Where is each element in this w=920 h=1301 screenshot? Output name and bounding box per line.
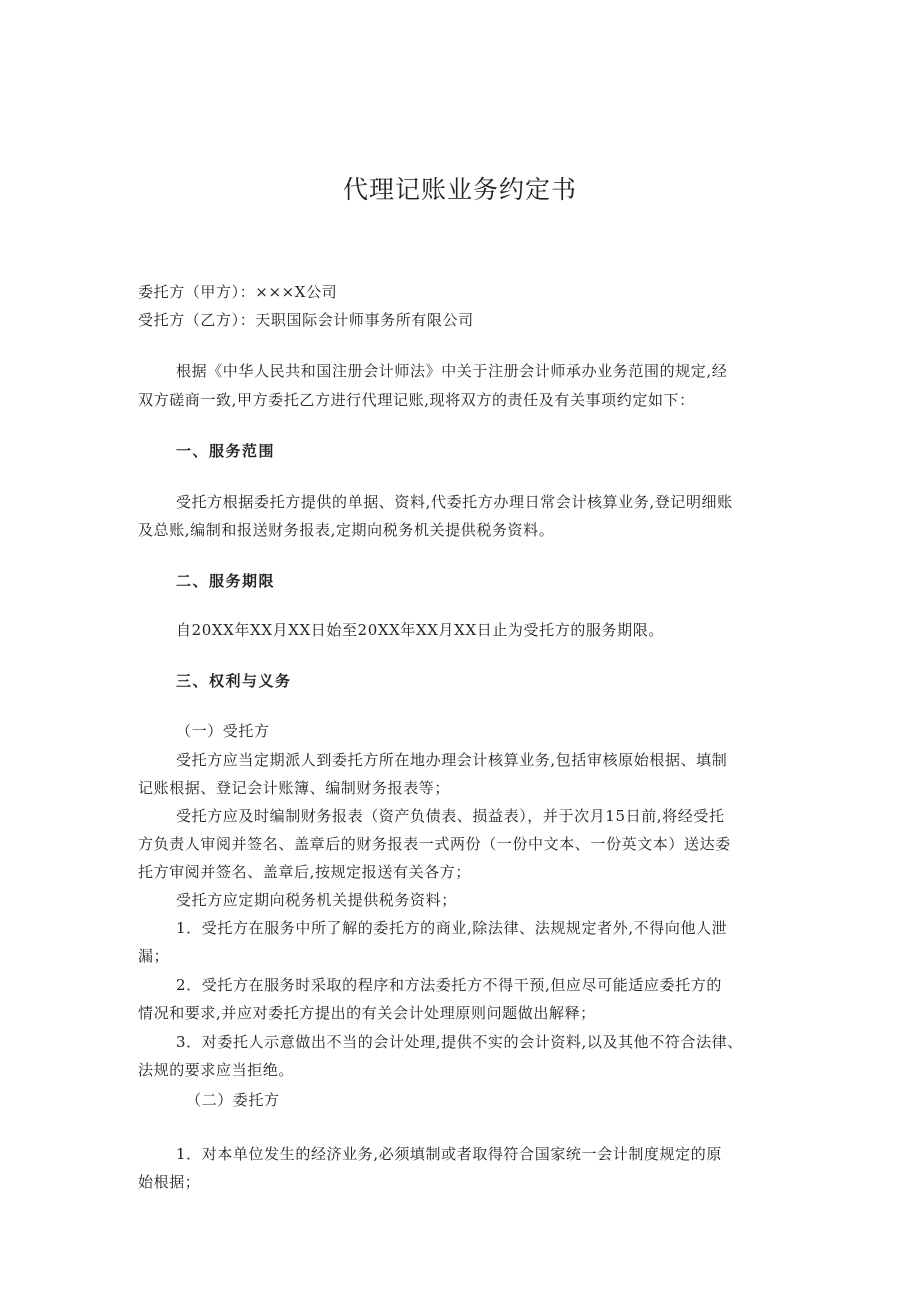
section-body-line: 法规的要求应当拒绝。 — [138, 1061, 295, 1079]
intro-line: 双方磋商一致,甲方委托乙方进行代理记账,现将双方的责任及有关事项约定如下： — [138, 391, 695, 409]
section-body-line: 1．对本单位发生的经济业务,必须填制或者取得符合国家统一会计制度规定的原 — [176, 1145, 722, 1163]
section-body-line: 受托方应及时编制财务报表（资产负债表、损益表），并于次月15日前,将经受托 — [176, 807, 725, 825]
document-title: 代理记账业务约定书 — [342, 175, 577, 204]
section-body-line: 托方审阅并签名、盖章后,按规定报送有关各方； — [138, 863, 471, 881]
section-body-line: 方负责人审阅并签名、盖章后的财务报表一式两份（一份中文本、一份英文本）送达委 — [138, 835, 731, 853]
section-body-line: 情况和要求,并应对委托方提出的有关会计处理原则问题做出解释； — [138, 1004, 596, 1022]
party-b: 受托方（乙方）：天职国际会计师事务所有限公司 — [138, 311, 474, 329]
subsection-heading: （一）受托方 — [176, 722, 270, 740]
section-body-line: 始根据； — [138, 1173, 201, 1191]
section-body-line: 2．受托方在服务时采取的程序和方法委托方不得干预,但应尽可能适应委托方的 — [176, 976, 722, 994]
intro-line: 根据《中华人民共和国注册会计师法》中关于注册会计师承办业务范围的规定,经 — [176, 362, 728, 380]
section-body-line: 记账根据、登记会计账簿、编制财务报表等； — [138, 779, 451, 797]
party-a: 委托方（甲方）：×××X公司 — [138, 283, 338, 301]
subsection-heading: （二）委托方 — [186, 1091, 280, 1109]
section-heading: 一、服务范围 — [176, 442, 276, 460]
section-heading: 二、服务期限 — [176, 572, 276, 590]
section-body-line: 及总账,编制和报送财务报表,定期向税务机关提供税务资料。 — [138, 521, 555, 539]
section-body-line: 受托方应定期向税务机关提供税务资料； — [176, 891, 457, 909]
section-body-line: 自20XX年XX月XX日始至20XX年XX月XX日止为受托方的服务期限。 — [176, 621, 664, 639]
section-body-line: 受托方根据委托方提供的单据、资料,代委托方办理日常会计核算业务,登记明细账 — [176, 493, 733, 511]
section-body-line: 1．受托方在服务中所了解的委托方的商业,除法律、法规规定者外,不得向他人泄 — [176, 919, 728, 937]
section-body-line: 3．对委托人示意做出不当的会计处理,提供不实的会计资料,以及其他不符合法律、 — [176, 1033, 743, 1051]
section-heading: 三、权利与义务 — [176, 672, 292, 690]
section-body-line: 受托方应当定期派人到委托方所在地办理会计核算业务,包括审核原始根据、填制 — [176, 751, 728, 769]
section-body-line: 漏； — [138, 947, 170, 965]
